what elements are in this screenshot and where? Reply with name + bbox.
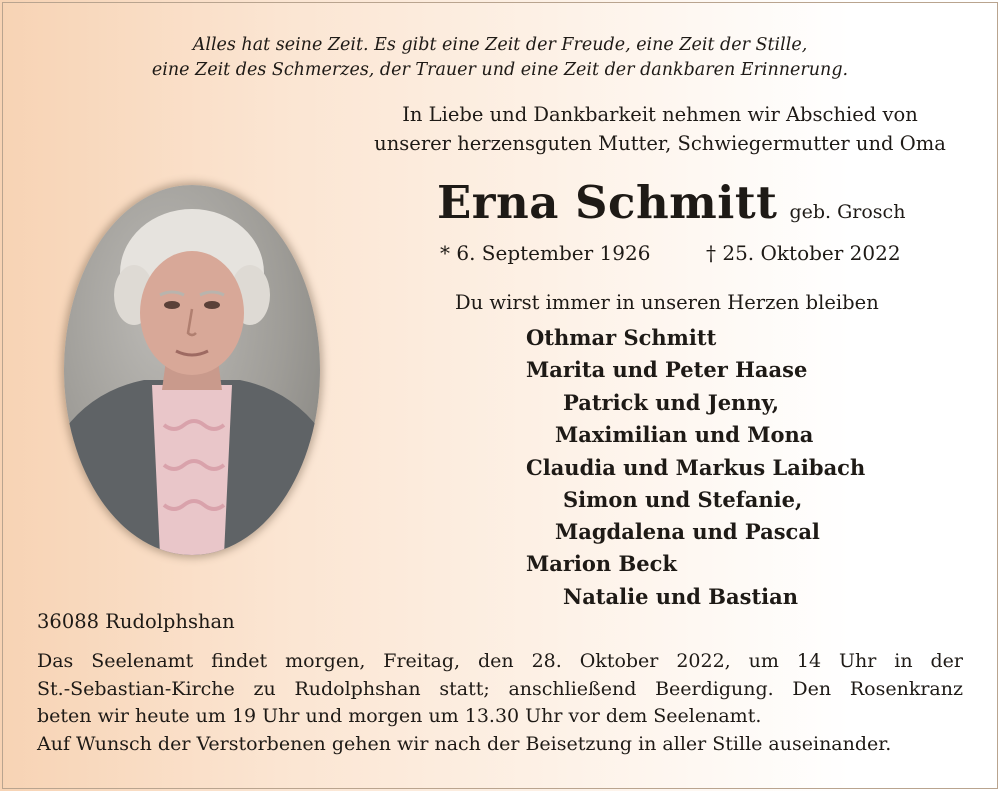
mourner-9: Natalie und Bastian	[563, 584, 798, 609]
notice-line-2: St.-Sebastian-Kirche zu Rudolphshan statt; anschließend Beerdigung. Den Rosenkranz	[37, 677, 963, 700]
deceased-name: Erna Schmitt	[437, 176, 778, 229]
death-date: † 25. Oktober 2022	[706, 241, 901, 265]
motto-line-1: Alles hat seine Zeit. Es gibt eine Zeit der Freude, eine Zeit der Stille,	[192, 35, 808, 55]
mourner-2: Marita und Peter Haase	[526, 357, 808, 382]
mourner-5: Claudia und Markus Laibach	[526, 455, 866, 480]
motto-line-2: eine Zeit des Schmerzes, der Trauer und eine Zeit der dankbaren Erinnerung.	[151, 60, 849, 80]
mourner-6: Simon und Stefanie,	[563, 487, 803, 512]
portrait-photo	[64, 185, 320, 555]
mourner-3: Patrick und Jenny,	[563, 390, 780, 415]
mourner-8: Marion Beck	[526, 551, 677, 576]
notice-line-4: Auf Wunsch der Verstorbenen gehen wir nach der Beisetzung in aller Stille auseinander.	[37, 732, 892, 755]
mourner-7: Magdalena und Pascal	[555, 519, 820, 544]
mourner-4: Maximilian und Mona	[555, 422, 814, 447]
birth-name: geb. Grosch	[789, 201, 906, 223]
intro-text	[360, 100, 960, 158]
notice-line-1: Das Seelenamt findet morgen, Freitag, den 28. Oktober 2022, um 14 Uhr in der	[37, 650, 963, 672]
mourner-1: Othmar Schmitt	[526, 325, 717, 350]
birth-date: * 6. September 1926	[440, 241, 651, 265]
motto-verse	[0, 33, 1000, 83]
address: 36088 Rudolphshan	[37, 610, 235, 633]
portrait-illustration	[64, 185, 320, 555]
notice-line-3: beten wir heute um 19 Uhr und morgen um 13.30 Uhr vor dem Seelenamt.	[37, 705, 762, 727]
intro-line-2: unserer herzensguten Mutter, Schwiegermutter und Oma	[374, 132, 946, 155]
funeral-notice	[37, 648, 963, 758]
deceased-name-line	[437, 176, 905, 229]
intro-line-1: In Liebe und Dankbarkeit nehmen wir Abschied von	[402, 103, 918, 126]
closing-line: Du wirst immer in unseren Herzen bleiben	[455, 291, 879, 314]
